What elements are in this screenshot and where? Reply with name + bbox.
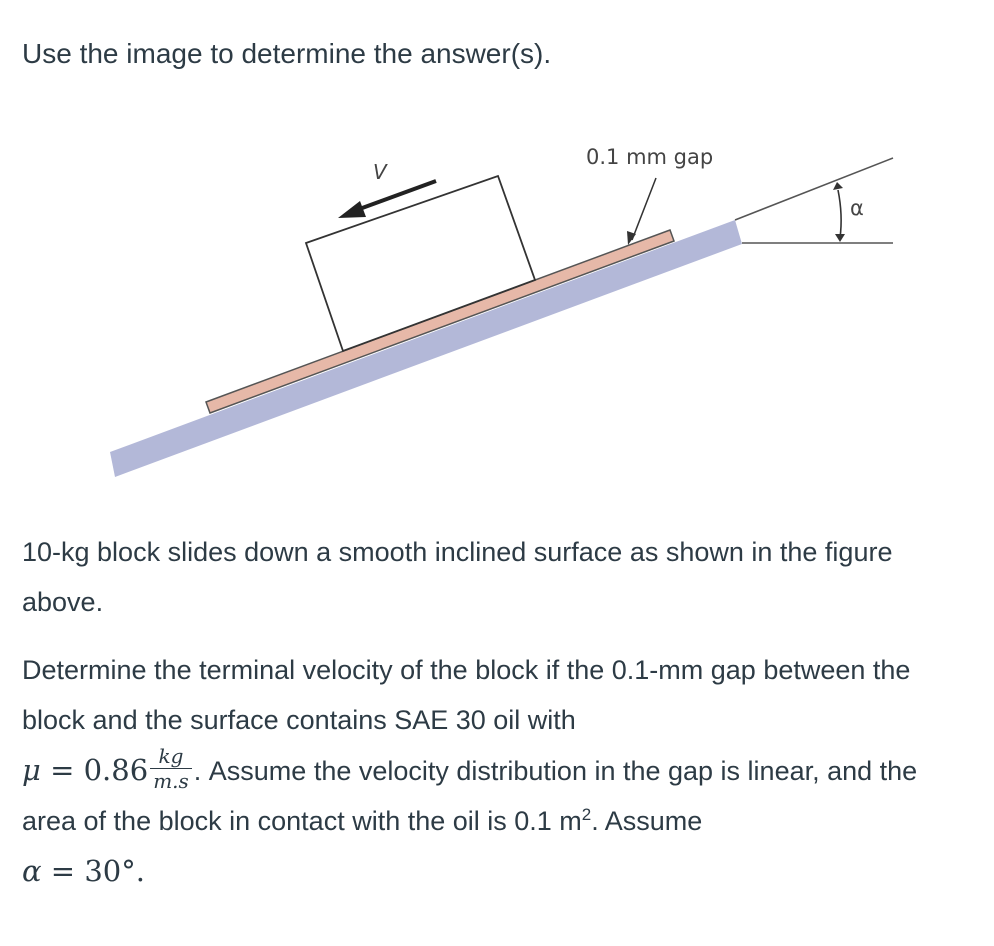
angle-arrow-bottom bbox=[835, 234, 845, 242]
incline-diagram bbox=[0, 120, 994, 500]
question-text-part2: . Assume the velocity distribution in the gap is linear, and the area of the block in contact with the oil is 0.1 m bbox=[22, 756, 918, 837]
mu-equals: = bbox=[40, 753, 84, 787]
angle-arrow-top bbox=[833, 182, 843, 190]
mu-unit-numerator: kg bbox=[150, 745, 192, 769]
angle-arc bbox=[838, 190, 841, 238]
incline-figure bbox=[0, 120, 994, 500]
gap-leader-line bbox=[632, 178, 656, 240]
alpha-end: . bbox=[135, 854, 145, 889]
incline-extension-line bbox=[735, 158, 893, 220]
velocity-arrowhead bbox=[338, 201, 366, 218]
alpha-equals: = bbox=[41, 854, 85, 889]
paragraph-problem-question bbox=[22, 645, 972, 897]
mu-unit-fraction bbox=[150, 745, 192, 792]
mu-expression bbox=[22, 753, 148, 787]
mu-symbol: μ bbox=[22, 753, 41, 787]
gap-label: 0.1 mm gap bbox=[586, 145, 714, 169]
question-text-part1: Determine the terminal velocity of the block if the 0.1-mm gap between the block and the surface contains SAE 30 oil with bbox=[22, 655, 911, 735]
alpha-value: 30° bbox=[84, 854, 136, 889]
alpha-expression bbox=[22, 854, 145, 888]
paragraph-problem-setup: 10-kg block slides down a smooth inclined surface as shown in the figure above. bbox=[22, 537, 893, 617]
angle-label: α bbox=[850, 196, 864, 220]
question-prompt: Use the image to determine the answer(s). bbox=[22, 38, 552, 69]
mu-value: 0.86 bbox=[83, 753, 149, 787]
mu-unit-denominator: m.s bbox=[153, 769, 189, 794]
alpha-symbol: α bbox=[22, 854, 42, 889]
area-exponent: 2 bbox=[581, 805, 592, 825]
velocity-label: V bbox=[373, 160, 387, 184]
question-text-part3: . Assume bbox=[591, 806, 703, 837]
